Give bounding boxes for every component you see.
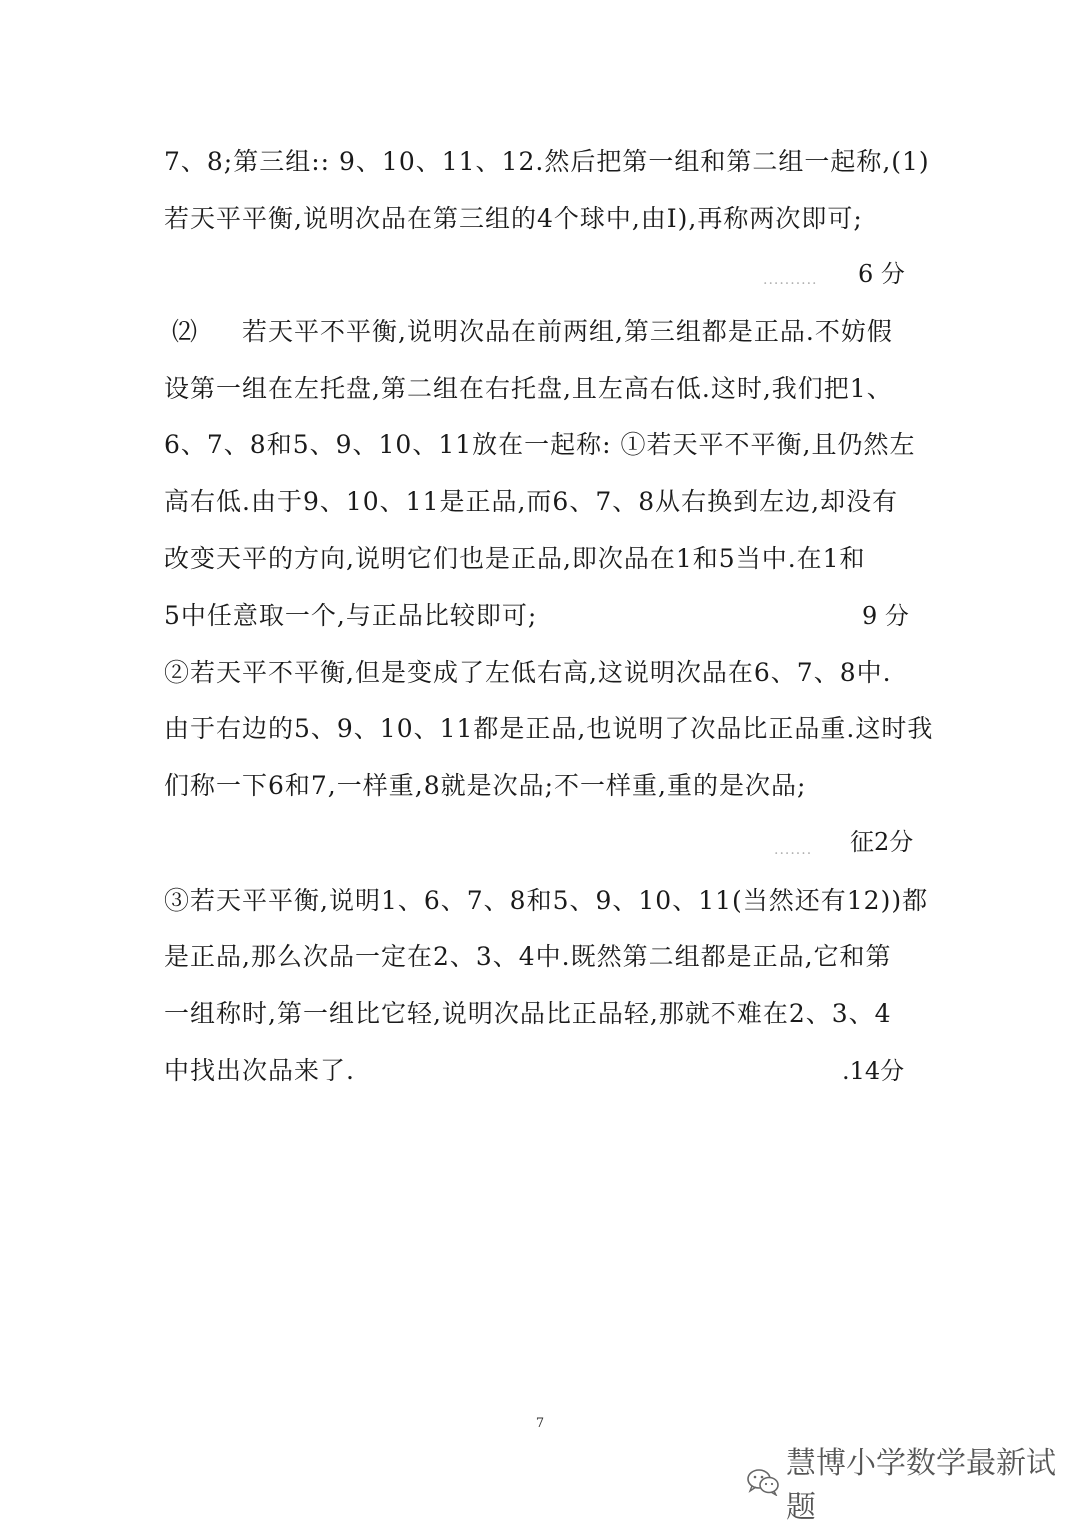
text-line-14: 一组称时,第一组比它轻,说明次品比正品轻,那就不难在2、3、4: [164, 999, 892, 1028]
text-line-1: 7、8;第三组:: 9、10、11、12.然后把第一组和第二组一起称,(1): [164, 147, 930, 176]
score-6: 6 分: [858, 260, 905, 288]
text-line-12: ③若天平平衡,说明1、6、7、8和5、9、10、11(当然还有12))都: [164, 886, 929, 915]
text-line-6: 高右低.由于9、10、11是正品,而6、7、8从右换到左边,却没有: [164, 487, 899, 516]
text-line-13: 是正品,那么次品一定在2、3、4中.既然第二组都是正品,它和第: [164, 942, 892, 971]
score-dots-1: ..........: [763, 272, 818, 288]
text-line-3: 若天平不平衡,说明次品在前两组,第三组都是正品.不妨假: [242, 317, 893, 346]
watermark-text: 慧博小学数学最新试题: [786, 1446, 1056, 1525]
text-line-15: 中找出次品来了.: [164, 1056, 355, 1085]
text-line-8: 5中任意取一个,与正品比较即可;: [164, 601, 538, 630]
page-number: 7: [535, 1416, 545, 1431]
text-line-9: ②若天平不平衡,但是变成了左低右高,这说明次品在6、7、8中.: [164, 658, 892, 687]
text-line-2: 若天平平衡,说明次品在第三组的4个球中,由Ⅰ),再称两次即可;: [164, 204, 863, 233]
text-line-7: 改变天平的方向,说明它们也是正品,即次品在1和5当中.在1和: [164, 544, 866, 573]
case-2-marker: ⑵: [172, 317, 198, 346]
text-line-11: 们称一下6和7,一样重,8就是次品;不一样重,重的是次品;: [164, 771, 807, 800]
text-line-10: 由于右边的5、9、10、11都是正品,也说明了次品比正品重.这时我: [164, 714, 934, 743]
score-12: 征2分: [850, 828, 914, 856]
score-14: .14分: [842, 1057, 905, 1085]
watermark: [746, 1446, 1080, 1525]
wechat-icon: [746, 1468, 780, 1496]
text-line-5: 6、7、8和5、9、10、11放在一起称: ①若天平不平衡,且仍然左: [164, 430, 916, 459]
score-9: 9 分: [862, 602, 909, 630]
score-dots-3: .......: [774, 842, 813, 858]
text-line-4: 设第一组在左托盘,第二组在右托盘,且左高右低.这时,我们把1、: [164, 374, 893, 403]
